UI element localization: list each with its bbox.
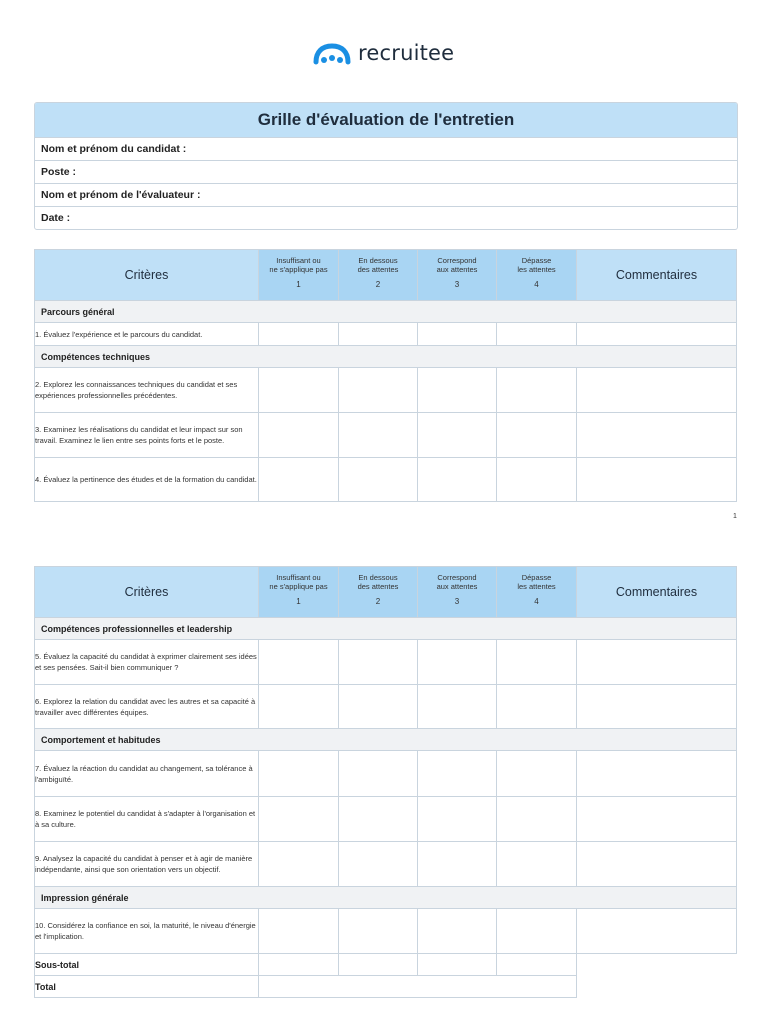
rating-cell[interactable] (259, 368, 339, 413)
criteria-header: Critères (35, 250, 259, 301)
evaluator-name-field[interactable]: Nom et prénom de l'évaluateur : (35, 183, 737, 206)
subtotal-cell[interactable] (339, 954, 418, 976)
empty-cell (577, 954, 737, 976)
criteria-header: Critères (35, 567, 259, 618)
table-row (35, 368, 737, 413)
comment-cell[interactable] (577, 751, 737, 797)
rating-cell[interactable] (418, 842, 497, 887)
rating-cell[interactable] (497, 323, 577, 346)
rating-cell[interactable] (497, 797, 577, 842)
table-row (35, 640, 737, 685)
subtotal-cell[interactable] (497, 954, 577, 976)
rating-cell[interactable] (497, 413, 577, 458)
criterion-text: 6. Explorez la relation du candidat avec les autres et sa capacité à travailler avec différentes équipes. (35, 685, 259, 729)
rating-header-4: Dépasse les attentes 4 (497, 250, 577, 301)
rating-cell[interactable] (259, 323, 339, 346)
rating-cell[interactable] (339, 685, 418, 729)
comment-cell[interactable] (577, 909, 737, 954)
comment-cell[interactable] (577, 640, 737, 685)
criterion-text: 8. Examinez le potentiel du candidat à s'adapter à l'organisation et à sa culture. (35, 797, 259, 842)
rating-cell[interactable] (497, 909, 577, 954)
table-header (35, 250, 737, 301)
table-row (35, 797, 737, 842)
rating-cell[interactable] (418, 685, 497, 729)
rating-cell[interactable] (339, 797, 418, 842)
form-title: Grille d'évaluation de l'entretien (35, 103, 737, 137)
rating-header-3: Correspond aux attentes 3 (418, 567, 497, 618)
table-header (35, 567, 737, 618)
subtotal-row (35, 954, 737, 976)
rating-cell[interactable] (259, 842, 339, 887)
comment-cell[interactable] (577, 685, 737, 729)
section-row: Impression générale (35, 887, 737, 909)
table-row (35, 323, 737, 346)
page-number: 1 (733, 513, 737, 520)
rating-header-2: En dessous des attentes 2 (339, 250, 418, 301)
rating-cell[interactable] (339, 640, 418, 685)
recruitee-logo (312, 38, 454, 68)
rating-cell[interactable] (497, 368, 577, 413)
rating-header-3: Correspond aux attentes 3 (418, 250, 497, 301)
rating-cell[interactable] (339, 909, 418, 954)
criterion-text: 7. Évaluez la réaction du candidat au changement, sa tolérance à l'ambiguïté. (35, 751, 259, 797)
rating-cell[interactable] (339, 413, 418, 458)
comment-cell[interactable] (577, 323, 737, 346)
evaluation-table-page1 (34, 249, 737, 502)
rating-cell[interactable] (418, 909, 497, 954)
candidate-info-card (34, 102, 738, 230)
rating-cell[interactable] (339, 368, 418, 413)
comments-header: Commentaires (577, 250, 737, 301)
comment-cell[interactable] (577, 842, 737, 887)
section-row: Parcours général (35, 301, 737, 323)
rating-cell[interactable] (497, 640, 577, 685)
rating-cell[interactable] (497, 842, 577, 887)
rating-cell[interactable] (339, 323, 418, 346)
criterion-text: 4. Évaluez la pertinence des études et de la formation du candidat. (35, 458, 259, 502)
rating-cell[interactable] (259, 751, 339, 797)
rating-cell[interactable] (339, 751, 418, 797)
rating-cell[interactable] (497, 685, 577, 729)
section-row: Compétences techniques (35, 346, 737, 368)
comment-cell[interactable] (577, 797, 737, 842)
rating-cell[interactable] (339, 842, 418, 887)
criterion-text: 5. Évaluez la capacité du candidat à exprimer clairement ses idées et ses pensées. Sait-il bien communiquer ? (35, 640, 259, 685)
criterion-text: 10. Considérez la confiance en soi, la maturité, le niveau d'énergie et l'implication. (35, 909, 259, 954)
section-row: Comportement et habitudes (35, 729, 737, 751)
rating-cell[interactable] (418, 368, 497, 413)
rating-header-1: Insuffisant ou ne s'applique pas 1 (259, 567, 339, 618)
rating-cell[interactable] (259, 458, 339, 502)
table-row (35, 685, 737, 729)
position-field[interactable]: Poste : (35, 160, 737, 183)
table-row (35, 458, 737, 502)
criterion-text: 2. Explorez les connaissances techniques du candidat et ses expériences professionnelles précédentes. (35, 368, 259, 413)
rating-cell[interactable] (418, 413, 497, 458)
total-label: Total (35, 976, 259, 998)
rating-cell[interactable] (339, 458, 418, 502)
rating-cell[interactable] (418, 797, 497, 842)
cloud-logo-icon (312, 40, 352, 66)
candidate-name-field[interactable]: Nom et prénom du candidat : (35, 137, 737, 160)
total-row (35, 976, 737, 998)
brand-name: recruitee (358, 41, 455, 65)
empty-cell (577, 976, 737, 998)
table-row (35, 909, 737, 954)
rating-cell[interactable] (418, 323, 497, 346)
evaluation-table-page2 (34, 566, 737, 998)
rating-cell[interactable] (497, 751, 577, 797)
rating-header-1: Insuffisant ou ne s'applique pas 1 (259, 250, 339, 301)
rating-cell[interactable] (418, 640, 497, 685)
criterion-text: 3. Examinez les réalisations du candidat et leur impact sur son travail. Examinez le lien entre ses points forts et le poste. (35, 413, 259, 458)
rating-cell[interactable] (418, 458, 497, 502)
subtotal-cell[interactable] (418, 954, 497, 976)
date-field[interactable]: Date : (35, 206, 737, 229)
rating-header-2: En dessous des attentes 2 (339, 567, 418, 618)
rating-cell[interactable] (259, 640, 339, 685)
total-cell[interactable] (259, 976, 577, 998)
criterion-text: 1. Évaluez l'expérience et le parcours du candidat. (35, 323, 259, 346)
subtotal-cell[interactable] (259, 954, 339, 976)
rating-cell[interactable] (497, 458, 577, 502)
rating-cell[interactable] (259, 797, 339, 842)
table-row (35, 751, 737, 797)
comment-cell[interactable] (577, 413, 737, 458)
rating-header-4: Dépasse les attentes 4 (497, 567, 577, 618)
criterion-text: 9. Analysez la capacité du candidat à penser et à agir de manière indépendante, ainsi que son orientation vers un objectif. (35, 842, 259, 887)
section-row: Compétences professionnelles et leadership (35, 618, 737, 640)
rating-cell[interactable] (259, 909, 339, 954)
comment-cell[interactable] (577, 368, 737, 413)
subtotal-label: Sous-total (35, 954, 259, 976)
table-row (35, 842, 737, 887)
rating-cell[interactable] (259, 413, 339, 458)
comment-cell[interactable] (577, 458, 737, 502)
table-row (35, 413, 737, 458)
rating-cell[interactable] (259, 685, 339, 729)
comments-header: Commentaires (577, 567, 737, 618)
rating-cell[interactable] (418, 751, 497, 797)
